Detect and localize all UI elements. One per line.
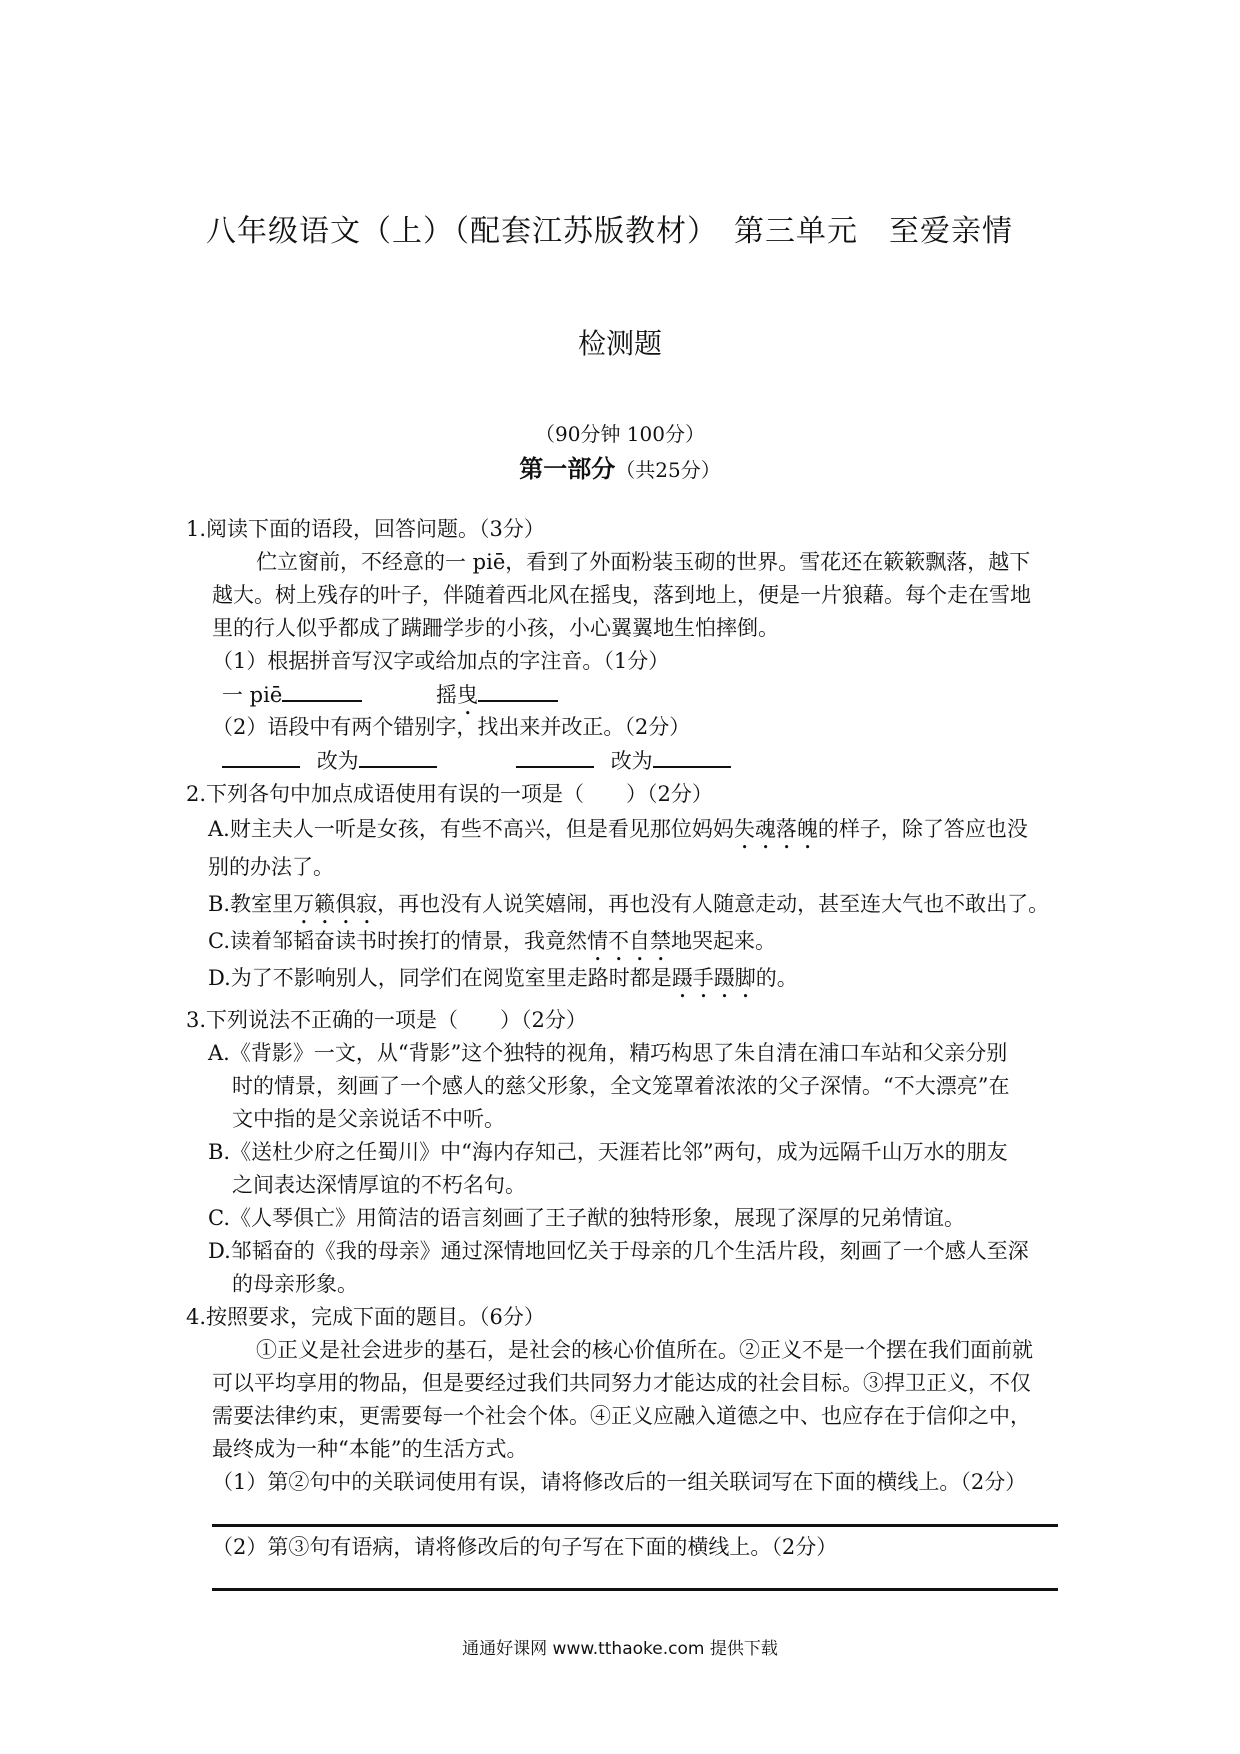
answer-blank[interactable] xyxy=(516,744,594,768)
option-text: B.教室里 xyxy=(208,892,294,916)
q2-option-a xyxy=(208,813,1028,854)
section-title: 第一部分 xyxy=(519,455,616,483)
page-title: 八年级语文（上）（配套江苏版教材） 第三单元 至爱亲情 xyxy=(206,214,1013,249)
q3-option-a-cont: 文中指的是父亲说话不中听。 xyxy=(232,1107,505,1131)
dotted-idiom: 情不自禁 xyxy=(587,929,671,953)
q4-passage-line: ①正义是社会进步的基石，是社会的核心价值所在。②正义不是一个摆在我们面前就 xyxy=(256,1338,1033,1362)
page-subtitle: 检测题 xyxy=(577,327,662,360)
q1-passage-line: 越大。树上残存的叶子，伴随着西北风在摇曳，落到地上，便是一片狼藉。每个走在雪地 xyxy=(212,583,1031,607)
dotted-idiom: 万籁俱寂 xyxy=(293,892,378,916)
q1-passage-line: 伫立窗前，不经意的一 piē，看到了外面粉装玉砌的世界。雪花还在簌簌飘落，越下 xyxy=(256,550,1031,574)
q3-stem: 3.下列说法不正确的一项是（ ）（2分） xyxy=(186,1008,587,1032)
dotted-idiom: 失魂落魄 xyxy=(733,817,818,841)
q3-option-b: B.《送杜少府之任蜀川》中“海内存知己，天涯若比邻”两句，成为远隔千山万水的朋友 xyxy=(208,1140,1008,1164)
q3-option-c: C.《人琴俱亡》用简洁的语言刻画了王子猷的独特形象，展现了深厚的兄弟情谊。 xyxy=(208,1206,965,1230)
q2-option-d xyxy=(208,962,798,1003)
answer-blank[interactable] xyxy=(653,744,731,768)
q4-passage-line: 需要法律约束，更需要每一个社会个体。④正义应融入道德之中、也应存在于信仰之中， xyxy=(212,1404,1031,1428)
option-text: A.财主夫人一听是女孩，有些不高兴，但是看见那位妈妈 xyxy=(208,817,734,841)
footer-credit: 通通好课网 www.tthaoke.com 提供下载 xyxy=(462,1639,778,1659)
dotted-char: 曳 xyxy=(457,683,478,707)
q1-passage-line: 里的行人似乎都成了蹒跚学步的小孩，小心翼翼地生怕摔倒。 xyxy=(212,616,779,640)
answer-blank[interactable] xyxy=(222,744,300,768)
q2-option-a-cont: 别的办法了。 xyxy=(208,855,334,879)
change-to-label: 改为 xyxy=(316,749,359,773)
answer-blank[interactable] xyxy=(282,678,362,702)
q3-option-d-cont: 的母亲形象。 xyxy=(232,1272,358,1296)
option-text: ，再也没有人说笑嬉闹，再也没有人随意走动，甚至连大气也不敢出了。 xyxy=(377,892,1050,916)
q4-passage-line: 可以平均享用的物品，但是要经过我们共同努力才能达成的社会目标。③捍卫正义，不仅 xyxy=(212,1371,1031,1395)
time-score: （90分钟 100分） xyxy=(535,422,705,446)
q4-sub2: （2）第③句有语病，请将修改后的句子写在下面的横线上。（2分） xyxy=(212,1535,838,1559)
q3-option-a: A.《背影》一文，从“背影”这个独特的视角，精巧构思了朱自清在浦口车站和父亲分别 xyxy=(208,1041,1008,1065)
option-text: 的样子，除了答应也没 xyxy=(817,817,1028,841)
option-text: C.读着邹韬奋读书时挨打的情景，我竟然 xyxy=(208,929,587,953)
q1-stem: 1.阅读下面的语段，回答问题。（3分） xyxy=(186,517,545,541)
section-heading xyxy=(0,449,1240,484)
q1-sub2-answer-1 xyxy=(222,744,437,778)
section-score: （共25分） xyxy=(615,458,721,482)
q2-option-c xyxy=(208,925,776,966)
answer-line[interactable] xyxy=(212,1588,1058,1591)
option-text: 地哭起来。 xyxy=(671,929,776,953)
q1-sub2-answer-2 xyxy=(516,744,731,778)
option-text: 的。 xyxy=(755,966,798,990)
q1-sub1-b-label: 摇 xyxy=(436,683,457,707)
q3-option-a-cont: 时的情景，刻画了一个感人的慈父形象，全文笼罩着浓浓的父子深情。“不大漂亮”在 xyxy=(232,1074,1010,1098)
q1-sub2: （2）语段中有两个错别字，找出来并改正。（2分） xyxy=(212,715,691,739)
q4-passage-line: 最终成为一种“本能”的生活方式。 xyxy=(212,1437,528,1461)
change-to-label: 改为 xyxy=(610,749,653,773)
q1-sub1: （1）根据拼音写汉字或给加点的字注音。（1分） xyxy=(212,649,670,673)
q3-option-d: D.邹韬奋的《我的母亲》通过深情地回忆关于母亲的几个生活片段，刻画了一个感人至深 xyxy=(208,1239,1029,1263)
dotted-idiom: 蹑手蹑脚 xyxy=(671,966,756,990)
q1-sub1-a-label: 一 piē xyxy=(222,683,283,707)
answer-line[interactable] xyxy=(212,1524,1058,1527)
answer-blank[interactable] xyxy=(478,678,558,702)
q4-sub1: （1）第②句中的关联词使用有误，请将修改后的一组关联词写在下面的横线上。（2分） xyxy=(212,1470,1027,1494)
q1-sub1-a xyxy=(222,678,362,712)
q3-option-b-cont: 之间表达深情厚谊的不朽名句。 xyxy=(232,1173,526,1197)
q2-stem: 2.下列各句中加点成语使用有误的一项是（ ）（2分） xyxy=(186,782,713,806)
answer-blank[interactable] xyxy=(359,744,437,768)
q4-stem: 4.按照要求，完成下面的题目。（6分） xyxy=(186,1305,545,1329)
option-text: D.为了不影响别人，同学们在阅览室里走路时都是 xyxy=(208,966,672,990)
q2-option-b xyxy=(208,888,1049,929)
